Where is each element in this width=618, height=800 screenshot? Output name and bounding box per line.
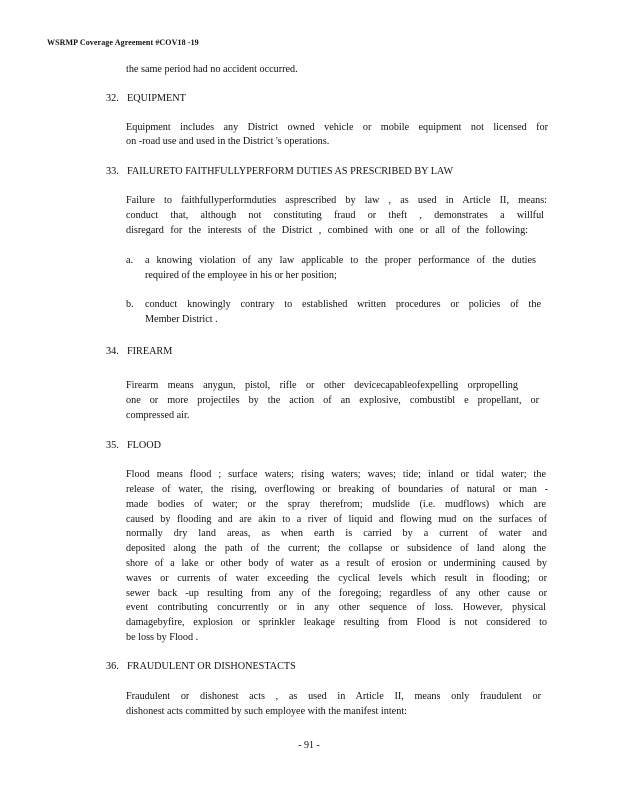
paragraph-line: normally dry land areas, as when earth is carried by a current of water and xyxy=(126,528,547,539)
paragraph-line: conduct that, although not constituting fraud or theft , demonstrates a willful xyxy=(126,210,544,221)
paragraph-line: compressed air. xyxy=(126,410,190,421)
paragraph-line: Failure to faithfullyperformduties asprescribed by law , as used in Article II, means: xyxy=(126,195,547,206)
paragraph-line: Firearm means anygun, pistol, rifle or other devicecapableofexpelling orpropelling xyxy=(126,380,518,391)
section-title: FLOOD xyxy=(127,440,161,451)
section-heading-34 xyxy=(106,346,172,358)
paragraph-line: event contributing concurrently or in any other sequence of loss. However, physical xyxy=(126,602,546,613)
paragraph-line: sewer back -up resulting from any of the foregoing; regardless of any other cause or xyxy=(126,588,547,599)
section-heading-35 xyxy=(106,440,161,452)
section-heading-32 xyxy=(106,93,186,105)
section-number: 34. xyxy=(106,346,119,357)
section-number: 33. xyxy=(106,166,119,177)
section-title: EQUIPMENT xyxy=(127,93,186,104)
section-number: 35. xyxy=(106,440,119,451)
paragraph-line: caused by flooding and are akin to a river of liquid and flowing mud on the surfaces of xyxy=(126,514,547,525)
paragraph-line: be loss by Flood . xyxy=(126,632,199,643)
paragraph-line: one or more projectiles by the action of an explosive, combustibl e propellant, or xyxy=(126,395,539,406)
paragraph-line: Flood means flood ; surface waters; rising waters; waves; tide; inland or tidal water; the xyxy=(126,469,546,480)
paragraph-line: made bodies of water; or the spray therefrom; mudslide (i.e. mudflows) which are xyxy=(126,499,546,510)
paragraph-line: dishonest acts committed by such employee with the manifest intent: xyxy=(126,706,407,717)
section-heading-33 xyxy=(106,166,453,178)
section-heading-36 xyxy=(106,661,296,673)
section-number: 36. xyxy=(106,661,119,672)
paragraph-line: damagebyfire, explosion or sprinkler leakage resulting from Flood is not considered to xyxy=(126,617,547,628)
page-number: - 91 - xyxy=(298,740,320,751)
paragraph-line: on -road use and used in the District 's operations. xyxy=(126,136,330,147)
section-title: FRAUDULENT OR DISHONESTACTS xyxy=(127,661,296,672)
list-item-line: conduct knowingly contrary to established written procedures or policies of the xyxy=(145,299,541,310)
paragraph-line: Equipment includes any District owned vehicle or mobile equipment not licensed for xyxy=(126,122,548,133)
list-marker: a. xyxy=(126,255,134,266)
section-number: 32. xyxy=(106,93,119,104)
paragraph-line: Fraudulent or dishonest acts , as used in Article II, means only fraudulent or xyxy=(126,691,541,702)
list-item-line: required of the employee in his or her position; xyxy=(145,270,337,281)
list-item-line: Member District . xyxy=(145,314,218,325)
section-title: FIREARM xyxy=(127,346,173,357)
intro-line: the same period had no accident occurred. xyxy=(126,64,298,75)
paragraph-line: release of water, the rising, overflowing or breaking of boundaries of natural or man - xyxy=(126,484,548,495)
page-header: WSRMP Coverage Agreement #COV18 -19 xyxy=(47,38,199,47)
paragraph-line: shore of a lake or other body of water as a result of erosion or undermining caused by xyxy=(126,558,547,569)
section-title: FAILURETO FAITHFULLYPERFORM DUTIES AS PRESCRIBED BY LAW xyxy=(127,166,454,177)
paragraph-line: deposited along the path of the current; the collapse or subsidence of land along the xyxy=(126,543,546,554)
list-item-line: a knowing violation of any law applicable to the proper performance of the duties xyxy=(145,255,536,266)
list-marker: b. xyxy=(126,299,134,310)
paragraph-line: waves or currents of water exceeding the cyclical levels which result in flooding; or xyxy=(126,573,547,584)
paragraph-line: disregard for the interests of the District , combined with one or all of the following: xyxy=(126,225,528,236)
